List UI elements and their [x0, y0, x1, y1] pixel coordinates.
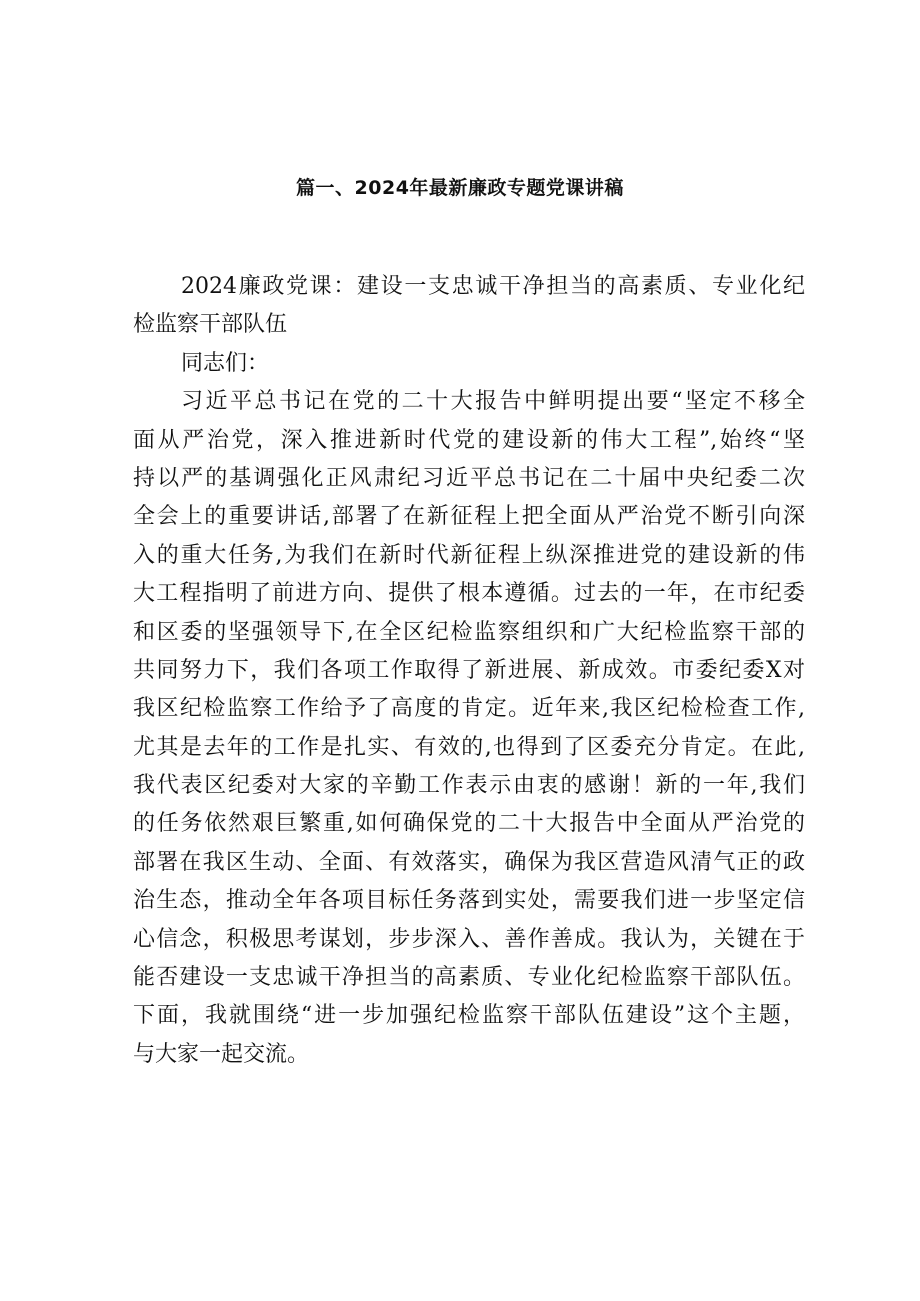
paragraph-line: 共同努力下，我们各项工作取得了新进展、新成效。市委纪委X对 — [133, 657, 805, 683]
paragraph-line: 能否建设一支忠诚干净担当的高素质、专业化纪检监察干部队伍。 — [133, 965, 805, 991]
paragraph-line: 的任务依然艰巨繁重,如何确保党的二十大报告中全面从严治党的 — [133, 811, 805, 837]
paragraph-line: 我代表区纪委对大家的辛勤工作表示由衷的感谢！新的一年,我们 — [133, 773, 805, 799]
paragraph-line: 部署在我区生动、全面、有效落实，确保为我区营造风清气正的政 — [133, 849, 805, 875]
document-body — [133, 268, 805, 1074]
paragraph-line: 持以严的基调强化正风肃纪习近平总书记在二十届中央纪委二次 — [133, 465, 805, 491]
paragraph-line: 下面，我就围绕“进一步加强纪检监察干部队伍建设”这个主题， — [133, 1003, 805, 1029]
paragraph-line: 治生态，推动全年各项目标任务落到实处，需要我们进一步坚定信 — [133, 888, 805, 914]
paragraph-line-last: 与大家一起交流。 — [133, 1041, 310, 1067]
paragraph-line: 我区纪检监察工作给予了高度的肯定。近年来,我区纪检检查工作, — [133, 696, 805, 722]
paragraph-line: 大工程指明了前进方向、提供了根本遵循。过去的一年，在市纪委 — [133, 581, 805, 607]
paragraph-line: 习近平总书记在党的二十大报告中鲜明提出要“坚定不移全 — [181, 389, 805, 415]
salutation: 同志们： — [181, 350, 270, 376]
subtitle-line-2: 检监察干部队伍 — [133, 312, 288, 338]
paragraph-line: 全会上的重要讲话,部署了在新征程上把全面从严治党不断引向深 — [133, 504, 805, 530]
paragraph-line: 和区委的坚强领导下,在全区纪检监察组织和广大纪检监察干部的 — [133, 619, 805, 645]
paragraph-line: 面从严治党，深入推进新时代党的建设新的伟大工程”,始终“坚 — [133, 427, 805, 453]
paragraph-line: 心信念，积极思考谋划，步步深入、善作善成。我认为，关键在于 — [133, 926, 805, 952]
subtitle-line-1: 2024廉政党课：建设一支忠诚干净担当的高素质、专业化纪 — [181, 274, 805, 299]
paragraph-line: 入的重大任务,为我们在新时代新征程上纵深推进党的建设新的伟 — [133, 542, 805, 568]
paragraph-line: 尤其是去年的工作是扎实、有效的,也得到了区委充分肯定。在此, — [133, 734, 805, 760]
document-title: 篇一、2024年最新廉政专题党课讲稿 — [296, 177, 624, 199]
